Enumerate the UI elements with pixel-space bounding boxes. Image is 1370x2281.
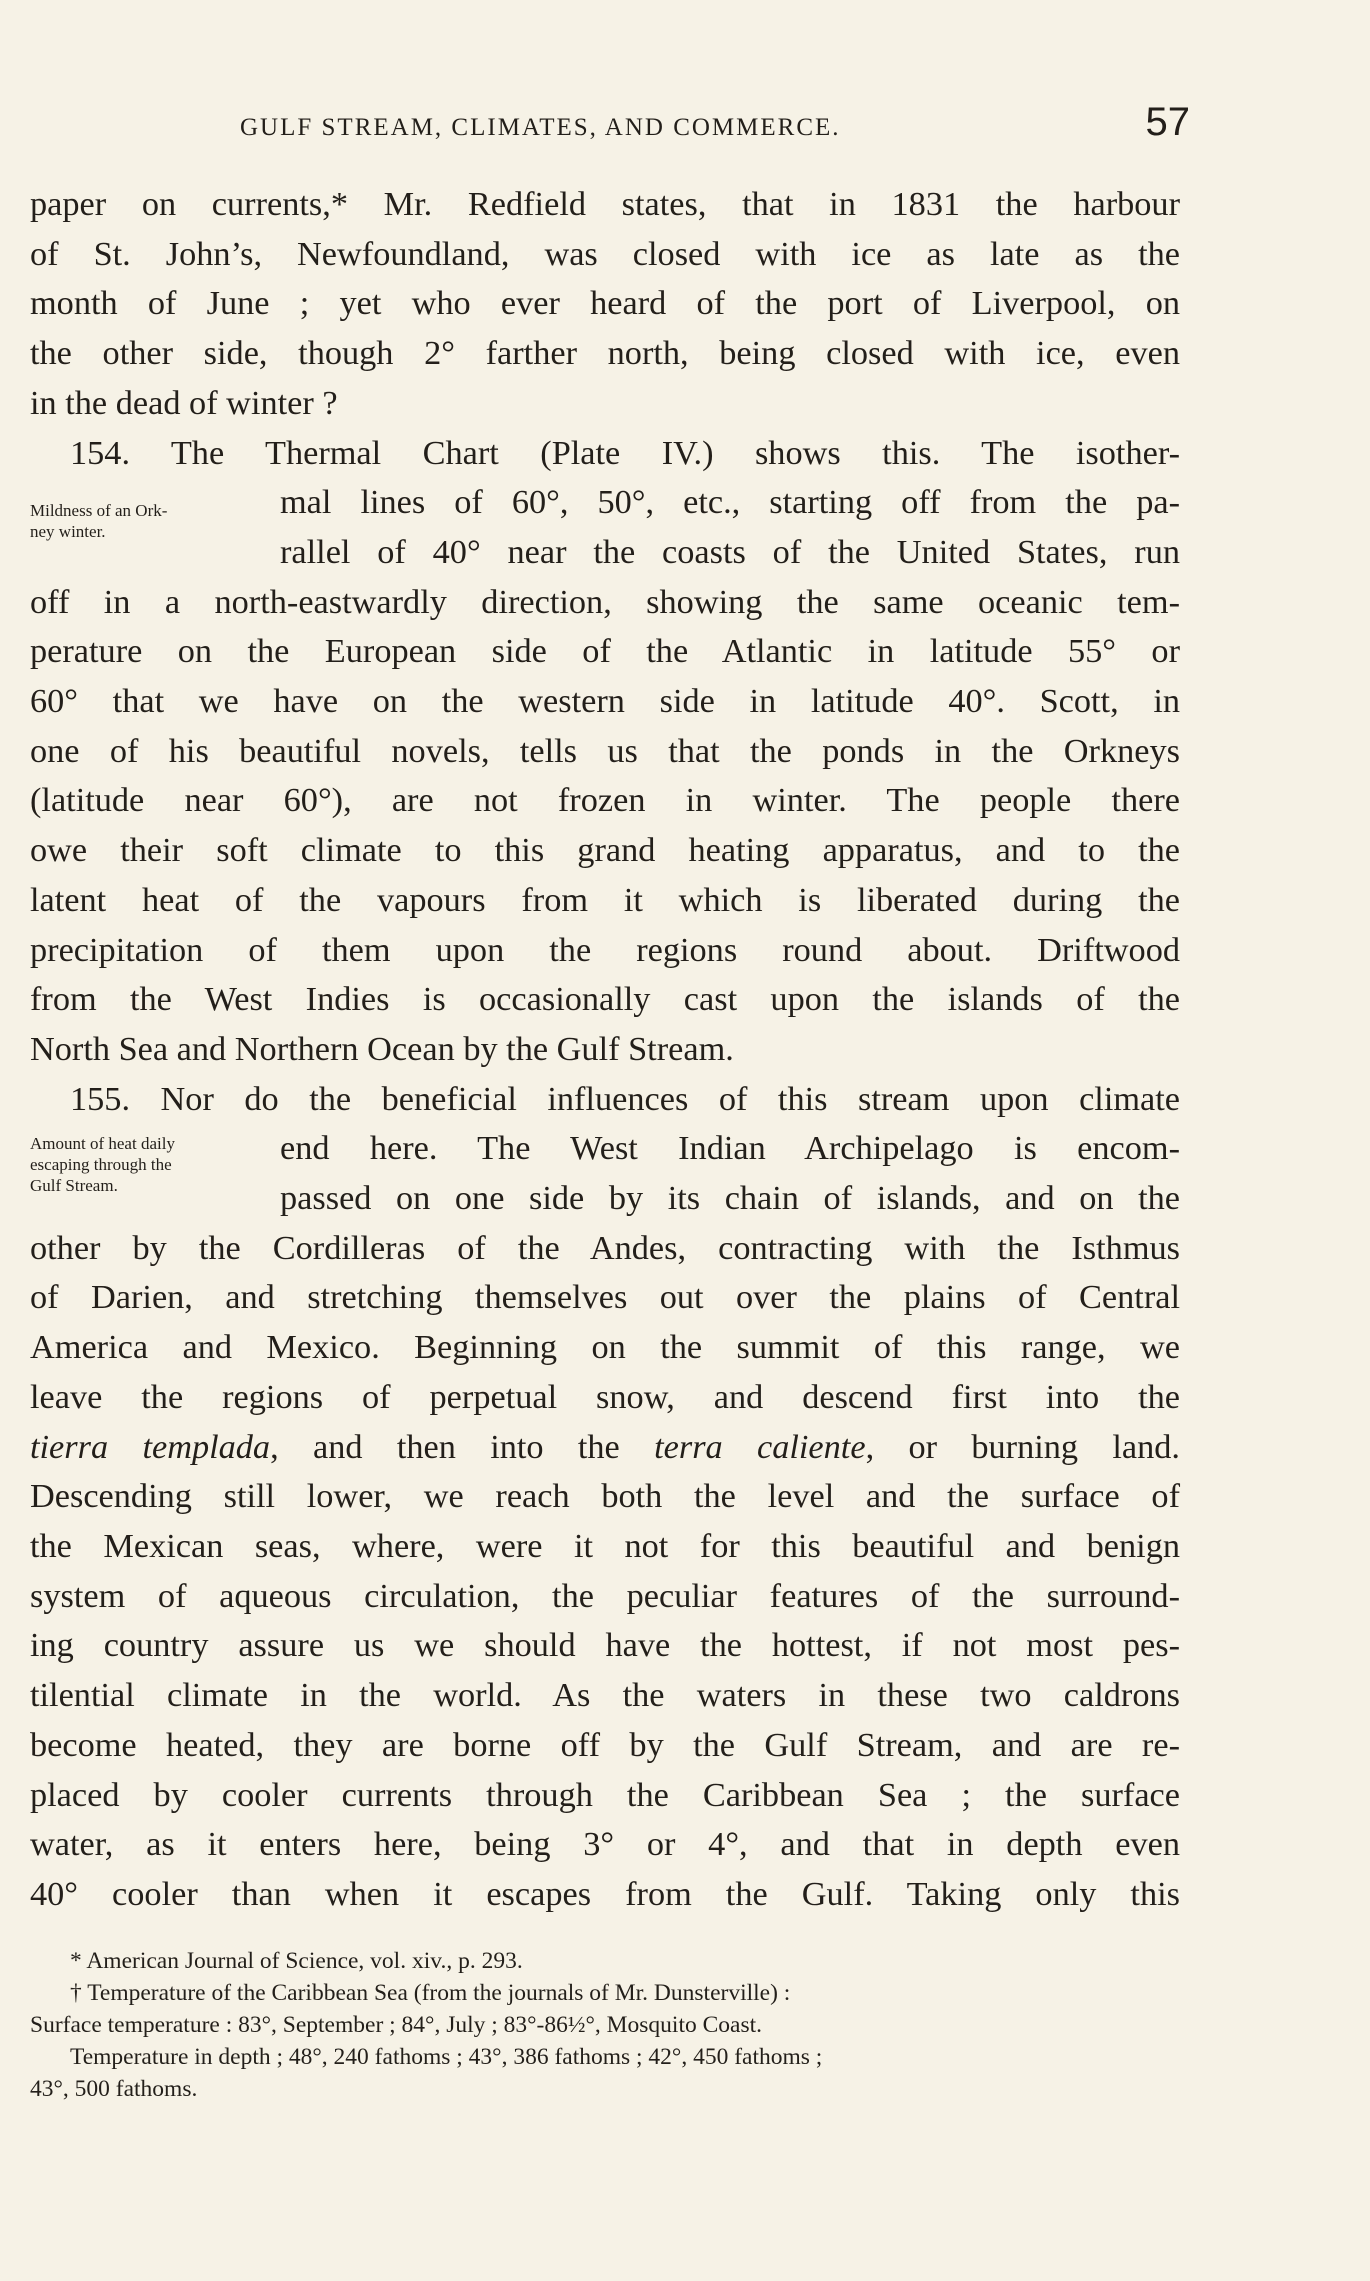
text-fragment: , or burning land.	[865, 1427, 1180, 1466]
text-fragment: , and then into the	[270, 1427, 655, 1466]
text-line: (latitude near 60°), are not frozen in winter. The people there	[30, 781, 1180, 820]
text-line: mal lines of 60°, 50°, etc., starting off from the pa-	[280, 483, 1180, 522]
paragraph-154-start: 154. The Thermal Chart (Plate IV.) shows this. The isother-	[70, 433, 1180, 472]
text-line: the other side, though 2° farther north, being closed with ice, even	[30, 334, 1180, 373]
text-line: leave the regions of perpetual snow, and descend first into the	[30, 1377, 1180, 1416]
text-line: rallel of 40° near the coasts of the United States, run	[280, 532, 1180, 571]
italic-term: tierra templada	[30, 1427, 271, 1466]
text-line: 60° that we have on the western side in latitude 40°. Scott, in	[30, 682, 1180, 721]
text-line: 40° cooler than when it escapes from the Gulf. Taking only this	[30, 1874, 1180, 1913]
text-line: owe their soft climate to this grand heating apparatus, and to the	[30, 831, 1180, 870]
footnote-line: 43°, 500 fathoms.	[30, 2076, 198, 2102]
body-text	[30, 180, 1180, 1920]
text-line: Descending still lower, we reach both the level and the surface of	[30, 1477, 1180, 1516]
text-line: system of aqueous circulation, the peculiar features of the surround-	[30, 1576, 1180, 1615]
margin-note-line: escaping through the	[30, 1155, 172, 1174]
text-line: precipitation of them upon the regions round about. Driftwood	[30, 930, 1180, 969]
text-line: off in a north-eastwardly direction, showing the same oceanic tem-	[30, 582, 1180, 621]
page-header	[30, 100, 1190, 154]
text-line: from the West Indies is occasionally cast upon the islands of the	[30, 980, 1180, 1019]
text-line: of Darien, and stretching themselves out over the plains of Central	[30, 1278, 1180, 1317]
margin-note-line: ney winter.	[30, 522, 106, 541]
margin-note-line: Mildness of an Ork-	[30, 501, 168, 520]
italic-term: terra caliente	[654, 1427, 866, 1466]
text-line: tilential climate in the world. As the waters in these two caldrons	[30, 1676, 1180, 1715]
text-line: one of his beautiful novels, tells us that the ponds in the Orkneys	[30, 731, 1180, 770]
footnotes	[30, 1945, 1190, 2105]
text-line: other by the Cordilleras of the Andes, contracting with the Isthmus	[30, 1228, 1180, 1267]
paragraph-155-start: 155. Nor do the beneficial influences of this stream upon climate	[70, 1079, 1180, 1118]
footnote-line: Surface temperature : 83°, September ; 84°, July ; 83°-86½°, Mosquito Coast.	[30, 2012, 763, 2038]
text-line: water, as it enters here, being 3° or 4°, and that in depth even	[30, 1825, 1180, 1864]
footnote-american-journal: * American Journal of Science, vol. xiv., p. 293.	[70, 1948, 523, 1974]
text-line: passed on one side by its chain of islands, and on the	[280, 1179, 1180, 1218]
text-line: month of June ; yet who ever heard of the port of Liverpool, on	[30, 284, 1180, 323]
text-line: of St. John’s, Newfoundland, was closed with ice as late as the	[30, 234, 1180, 273]
text-line: end here. The West Indian Archipelago is encom-	[280, 1129, 1180, 1168]
text-line: ing country assure us we should have the hottest, if not most pes-	[30, 1626, 1180, 1665]
margin-note-line: Amount of heat daily	[30, 1134, 175, 1153]
text-line: in the dead of winter ?	[30, 383, 338, 422]
text-line: paper on currents,* Mr. Redfield states, that in 1831 the harbour	[30, 185, 1180, 223]
text-line-italic-terms	[30, 1423, 1180, 1473]
running-title: GULF STREAM, CLIMATES, AND COMMERCE.	[240, 114, 841, 141]
text-line: perature on the European side of the Atlantic in latitude 55° or	[30, 632, 1180, 671]
text-line: the Mexican seas, where, were it not for this beautiful and benign	[30, 1526, 1180, 1565]
footnote-caribbean-temperature: † Temperature of the Caribbean Sea (from the journals of Mr. Dunsterville) :	[70, 1980, 791, 2006]
text-line: placed by cooler currents through the Caribbean Sea ; the surface	[30, 1775, 1180, 1814]
text-line: latent heat of the vapours from it which is liberated during the	[30, 880, 1180, 919]
margin-note-line: Gulf Stream.	[30, 1176, 118, 1195]
page-number: 57	[1145, 100, 1190, 144]
text-line: America and Mexico. Beginning on the summit of this range, we	[30, 1328, 1180, 1367]
footnote-line: Temperature in depth ; 48°, 240 fathoms ; 43°, 386 fathoms ; 42°, 450 fathoms ;	[70, 2044, 823, 2070]
text-line: become heated, they are borne off by the Gulf Stream, and are re-	[30, 1725, 1180, 1764]
text-line: North Sea and Northern Ocean by the Gulf Stream.	[30, 1029, 734, 1068]
